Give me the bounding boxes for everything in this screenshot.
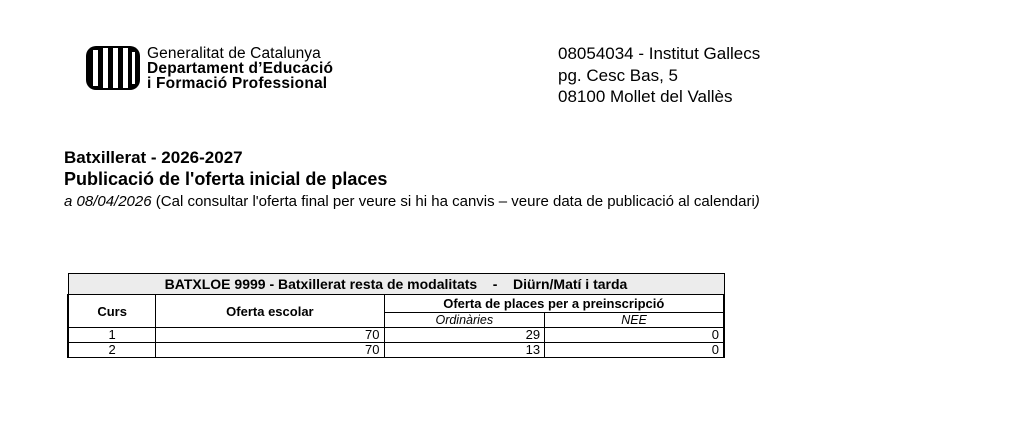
table-row bbox=[68, 343, 724, 358]
generalitat-logo bbox=[84, 44, 333, 92]
publication-note bbox=[64, 192, 760, 212]
logo-line-formacio: i Formació Professional bbox=[147, 75, 328, 92]
document-title: Batxillerat - 2026-2027 bbox=[64, 148, 243, 167]
address-school-name: 08054034 - Institut Gallecs bbox=[558, 44, 761, 63]
cell-curs: 2 bbox=[68, 343, 156, 358]
cell-nee: 0 bbox=[545, 343, 724, 358]
cell-ordinaries: 13 bbox=[384, 343, 545, 358]
cell-curs: 1 bbox=[68, 328, 156, 343]
places-table bbox=[67, 273, 725, 358]
header-curs: Curs bbox=[68, 295, 156, 328]
note-close: ) bbox=[754, 193, 760, 210]
table-title: BATXLOE 9999 - Batxillerat resta de modalitats - Diürn/Matí i tarda bbox=[68, 274, 724, 295]
publication-date: a 08/04/2026 bbox=[64, 193, 152, 210]
logo-line-department: Departament d’Educació bbox=[147, 60, 334, 77]
table-row bbox=[68, 328, 724, 343]
header-oferta-preinscripcio: Oferta de places per a preinscripció bbox=[384, 295, 724, 313]
header-nee: NEE bbox=[545, 313, 724, 328]
address-city: 08100 Mollet del Vallès bbox=[558, 87, 733, 106]
school-address bbox=[558, 43, 760, 108]
generalitat-emblem-icon bbox=[84, 44, 142, 92]
header-ordinaries: Ordinàries bbox=[384, 313, 545, 328]
note-open: ( bbox=[151, 193, 161, 210]
cell-oferta: 70 bbox=[156, 343, 384, 358]
address-street: pg. Cesc Bas, 5 bbox=[558, 65, 679, 85]
document-subtitle: Publicació de l'oferta inicial de places bbox=[64, 169, 388, 189]
cell-ordinaries: 29 bbox=[384, 328, 545, 343]
note-text: Cal consultar l'oferta final per veure si hi ha canvis – veure data de publicació al calendari bbox=[160, 193, 755, 210]
logo-line-generalitat: Generalitat de Catalunya bbox=[147, 45, 321, 62]
cell-oferta: 70 bbox=[156, 328, 384, 343]
header-oferta-escolar: Oferta escolar bbox=[156, 295, 384, 328]
document-heading bbox=[64, 147, 760, 212]
cell-nee: 0 bbox=[545, 328, 724, 343]
